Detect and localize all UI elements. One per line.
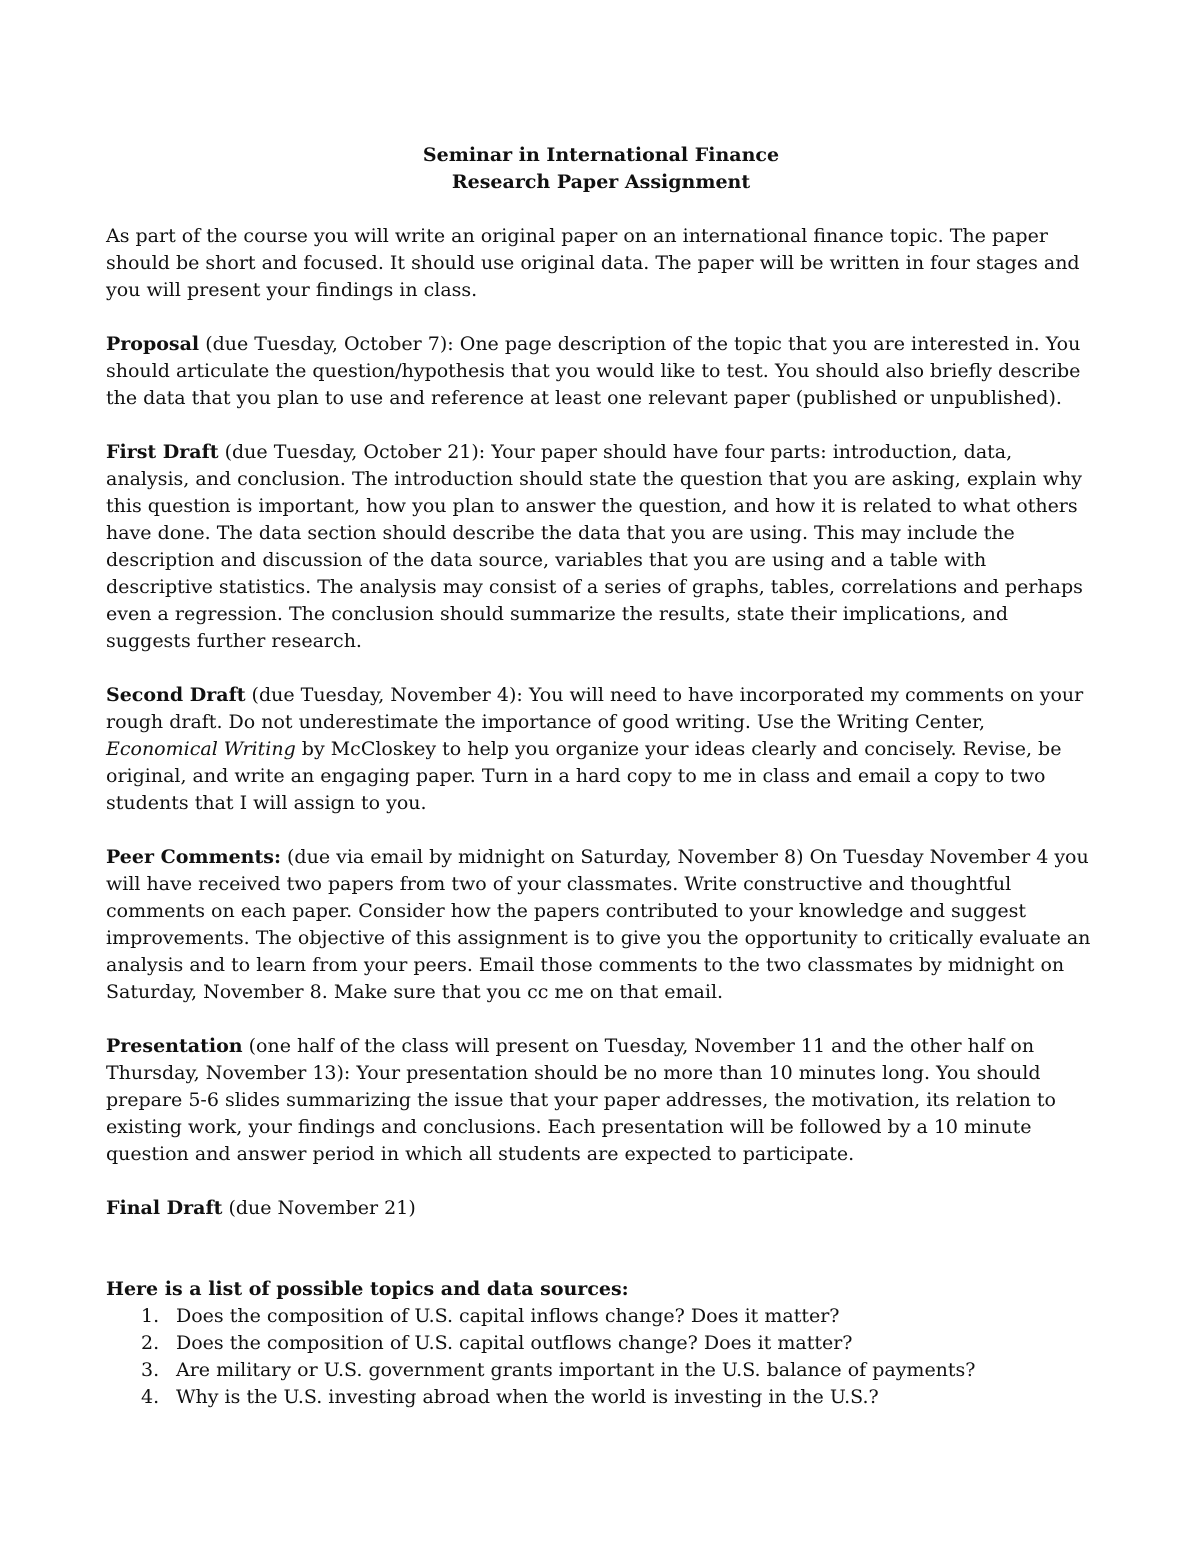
second-draft-label: Second Draft	[106, 684, 246, 706]
presentation-text: (one half of the class will present on Tuesday, November 11 and the other half on Thursday, November 13): Your presentation should be no more than 10 minutes long. You should prepare 5-6 slides summarizing the issue that your paper addresses, the motivation, its relation to existing work, your findings and conclusions. Each presentation will be followed by a 10 minute question and answer period in which all students are expected to participate.	[106, 1035, 1056, 1165]
proposal-text: (due Tuesday, October 7): One page description of the topic that you are interested in. You should articulate the question/hypothesis that you would like to test. You should also briefly describe the data that you plan to use and reference at least one relevant paper (published or unpublished).	[106, 333, 1081, 409]
first-draft-text: (due Tuesday, October 21): Your paper should have four parts: introduction, data, analysis, and conclusion. The introduction should state the question that you are asking, explain why this question is important, how you plan to answer the question, and how it is related to what others have done. The data section should describe the data that you are using. This may include the description and discussion of the data source, variables that you are using and a table with descriptive statistics. The analysis may consist of a series of graphs, tables, correlations and perhaps even a regression. The conclusion should summarize the results, state their implications, and suggests further research.	[106, 441, 1083, 652]
document-title: Seminar in International Finance	[422, 144, 780, 166]
topics-heading: Here is a list of possible topics and data sources:	[106, 1278, 629, 1300]
first-draft-label: First Draft	[106, 441, 219, 463]
topics-list	[106, 1303, 1096, 1411]
book-title: Economical Writing	[106, 738, 296, 760]
document-page	[106, 142, 1096, 1411]
proposal-section	[106, 331, 1096, 412]
list-item	[106, 1303, 1096, 1330]
list-item-number: 2.	[141, 1332, 160, 1354]
peer-comments-text: (due via email by midnight on Saturday, November 8) On Tuesday November 4 you will have received two papers from two of your classmates. Write constructive and thoughtful comments on each paper. Consider how the papers contributed to your knowledge and suggest improvements. The objective of this assignment is to give you the opportunity to critically evaluate an analysis and to learn from your peers. Email those comments to the two classmates by midnight on Saturday, November 8. Make sure that you cc me on that email.	[106, 846, 1091, 1003]
presentation-section	[106, 1033, 1096, 1168]
list-item-text: Are military or U.S. government grants important in the U.S. balance of payments?	[176, 1359, 976, 1381]
final-draft-section	[106, 1195, 1096, 1222]
first-draft-section	[106, 439, 1096, 655]
list-item-number: 1.	[141, 1305, 160, 1327]
second-draft-section	[106, 682, 1096, 817]
peer-comments-section	[106, 844, 1096, 1006]
list-item	[106, 1384, 1096, 1411]
list-item-text: Does the composition of U.S. capital inflows change? Does it matter?	[176, 1305, 840, 1327]
final-draft-text: (due November 21)	[222, 1197, 416, 1219]
presentation-label: Presentation	[106, 1035, 243, 1057]
final-draft-label: Final Draft	[106, 1197, 223, 1219]
list-item-text: Does the composition of U.S. capital outflows change? Does it matter?	[176, 1332, 853, 1354]
list-item-number: 3.	[141, 1359, 160, 1381]
second-draft-text-before: (due Tuesday, November 4): You will need to have incorporated my comments on your rough draft. Do not underestimate the importance of good writing. Use the Writing Center,	[106, 684, 1084, 733]
peer-comments-label: Peer Comments:	[106, 846, 281, 868]
proposal-label: Proposal	[106, 333, 200, 355]
list-item-number: 4.	[141, 1386, 160, 1408]
second-draft-text-after: by McCloskey to help you organize your ideas clearly and concisely. Revise, be original, and write an engaging paper. Turn in a hard copy to me in class and email a copy to two students that I will assign to you.	[106, 738, 1062, 814]
document-subtitle: Research Paper Assignment	[451, 171, 751, 193]
list-item	[106, 1357, 1096, 1384]
title-block	[106, 142, 1096, 196]
list-item-text: Why is the U.S. investing abroad when the world is investing in the U.S.?	[176, 1386, 879, 1408]
list-item	[106, 1330, 1096, 1357]
intro-paragraph: As part of the course you will write an original paper on an international finance topic. The paper should be short and focused. It should use original data. The paper will be written in four stages and you will present your findings in class.	[106, 225, 1080, 301]
